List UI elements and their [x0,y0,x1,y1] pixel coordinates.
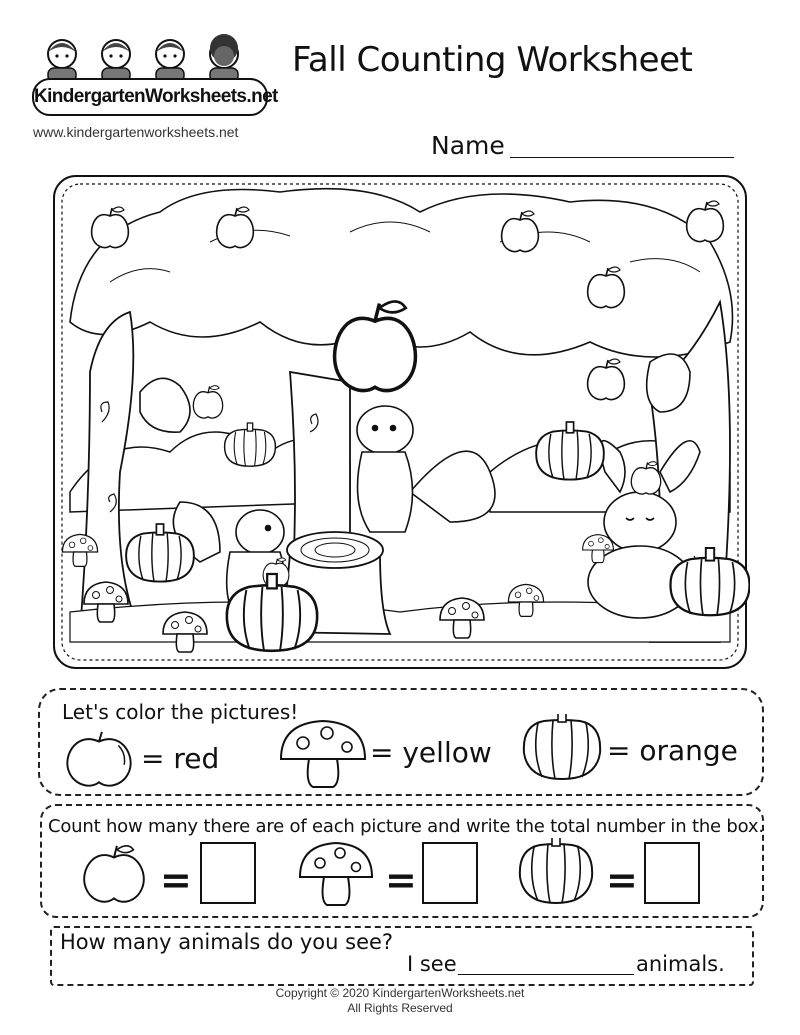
copyright-text: Copyright © 2020 KindergartenWorksheets.net [275,986,525,1000]
color-mushroom-icon [278,718,368,792]
pumpkin-color-label: = orange [607,734,738,767]
page-title: Fall Counting Worksheet [292,40,693,80]
site-logo [32,28,278,120]
rights-text: All Rights Reserved [347,1001,453,1015]
count-equals-sign: = [160,858,192,902]
site-url[interactable]: www.kindergartenworksheets.net [33,124,239,140]
count-equals-sign: = [385,858,417,902]
mushroom-count-box[interactable] [422,842,478,904]
apple-color-label: = red [141,742,220,775]
count-apple-icon [78,840,150,914]
mushroom-color-label: = yellow [370,736,492,769]
animals-suffix-label: animals. [636,952,725,976]
i-see-label: I see [407,952,457,976]
animals-question: How many animals do you see? [60,930,394,954]
count-pumpkin-icon [516,838,596,912]
copyright-footer [0,986,800,1016]
color-pumpkin-icon [520,714,604,788]
count-equals-sign: = [606,858,638,902]
animals-answer-field[interactable] [458,974,634,975]
color-apple-icon [60,728,138,794]
kids-faces-icon [32,28,268,82]
apple-count-box[interactable] [200,842,256,904]
count-heading: Count how many there are of each picture and write the total number in the box. [48,816,764,837]
color-heading: Let's color the pictures! [62,700,299,724]
name-field[interactable] [510,157,734,158]
pumpkin-count-box[interactable] [644,842,700,904]
fall-scene-illustration [50,172,750,672]
name-label: Name [431,131,505,160]
logo-text: KindergartenWorksheets.net [32,78,268,116]
count-mushroom-icon [296,838,376,912]
